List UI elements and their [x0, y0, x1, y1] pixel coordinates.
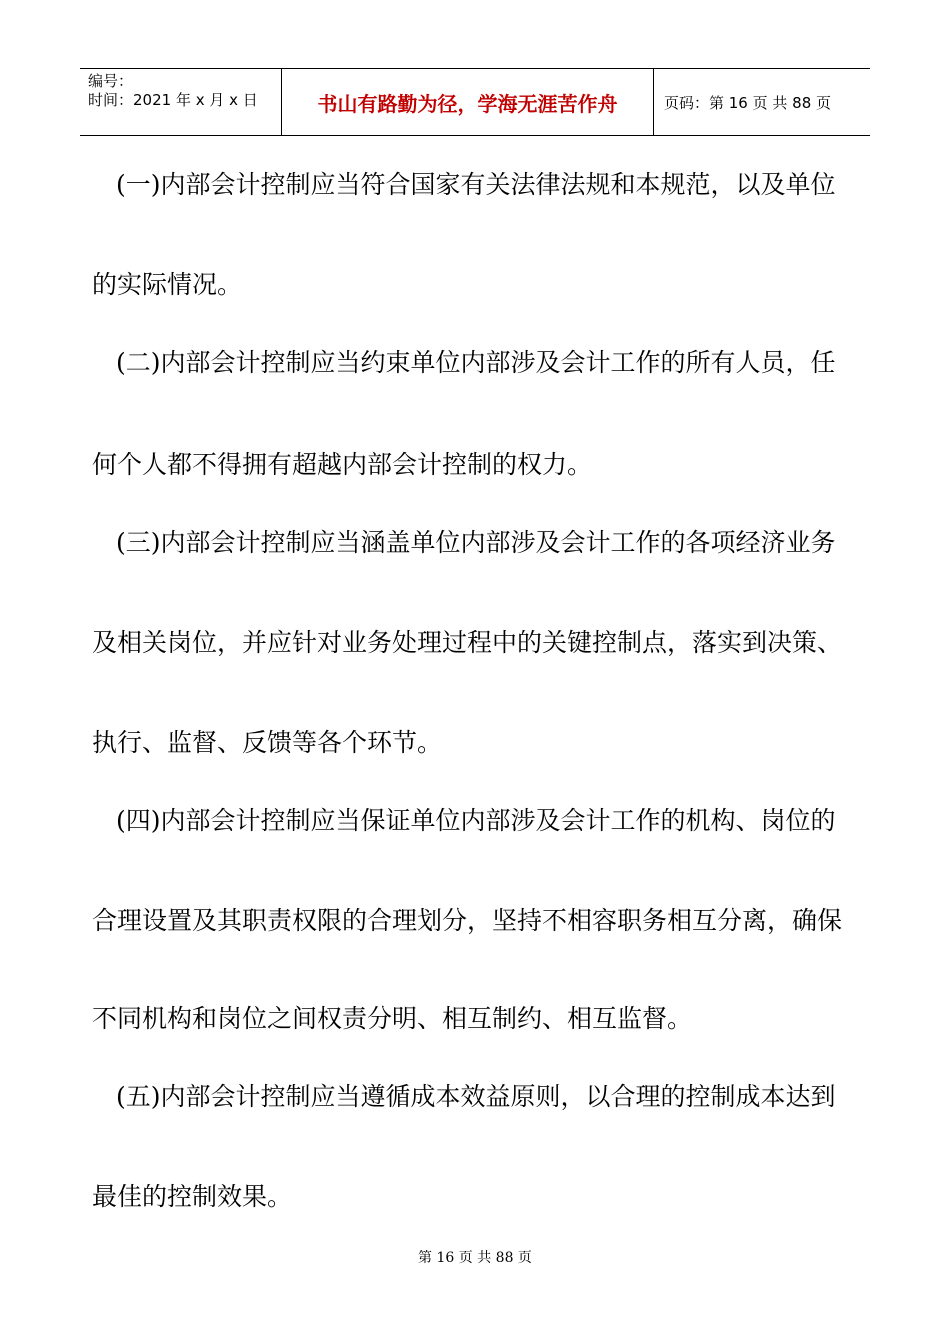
header-motto: 书山有路勤为径，学海无涯苦作舟: [282, 69, 654, 135]
body-line-12: 最佳的控制效果。: [92, 1182, 293, 1211]
body-line-11: (五)内部会计控制应当遵循成本效益原则，以合理的控制成本达到: [116, 1082, 836, 1111]
body-line-3: (二)内部会计控制应当约束单位内部涉及会计工作的所有人员，任: [116, 348, 836, 377]
body-line-4: 何个人都不得拥有超越内部会计控制的权力。: [92, 450, 593, 479]
body-line-9: 合理设置及其职责权限的合理划分，坚持不相容职务相互分离，确保: [92, 906, 843, 935]
header-time-label: 时间：2021 年 x 月 x 日: [88, 91, 258, 109]
page-footer: 第 16 页 共 88 页: [418, 1250, 532, 1266]
body-line-8: (四)内部会计控制应当保证单位内部涉及会计工作的机构、岗位的: [116, 806, 836, 835]
body-line-10: 不同机构和岗位之间权责分明、相互制约、相互监督。: [92, 1004, 693, 1033]
body-line-1: (一)内部会计控制应当符合国家有关法律法规和本规范，以及单位: [116, 170, 836, 199]
body-line-5: (三)内部会计控制应当涵盖单位内部涉及会计工作的各项经济业务: [116, 528, 836, 557]
header-meta: [80, 69, 282, 135]
body-line-7: 执行、监督、反馈等各个环节。: [92, 728, 443, 757]
body-line-6: 及相关岗位，并应针对业务处理过程中的关键控制点，落实到决策、: [92, 628, 843, 657]
header-page-info: 页码：第 16 页 共 88 页: [664, 93, 832, 112]
page-header: [80, 68, 870, 136]
body-line-2: 的实际情况。: [92, 270, 243, 299]
header-number-label: 编号：: [88, 72, 134, 90]
